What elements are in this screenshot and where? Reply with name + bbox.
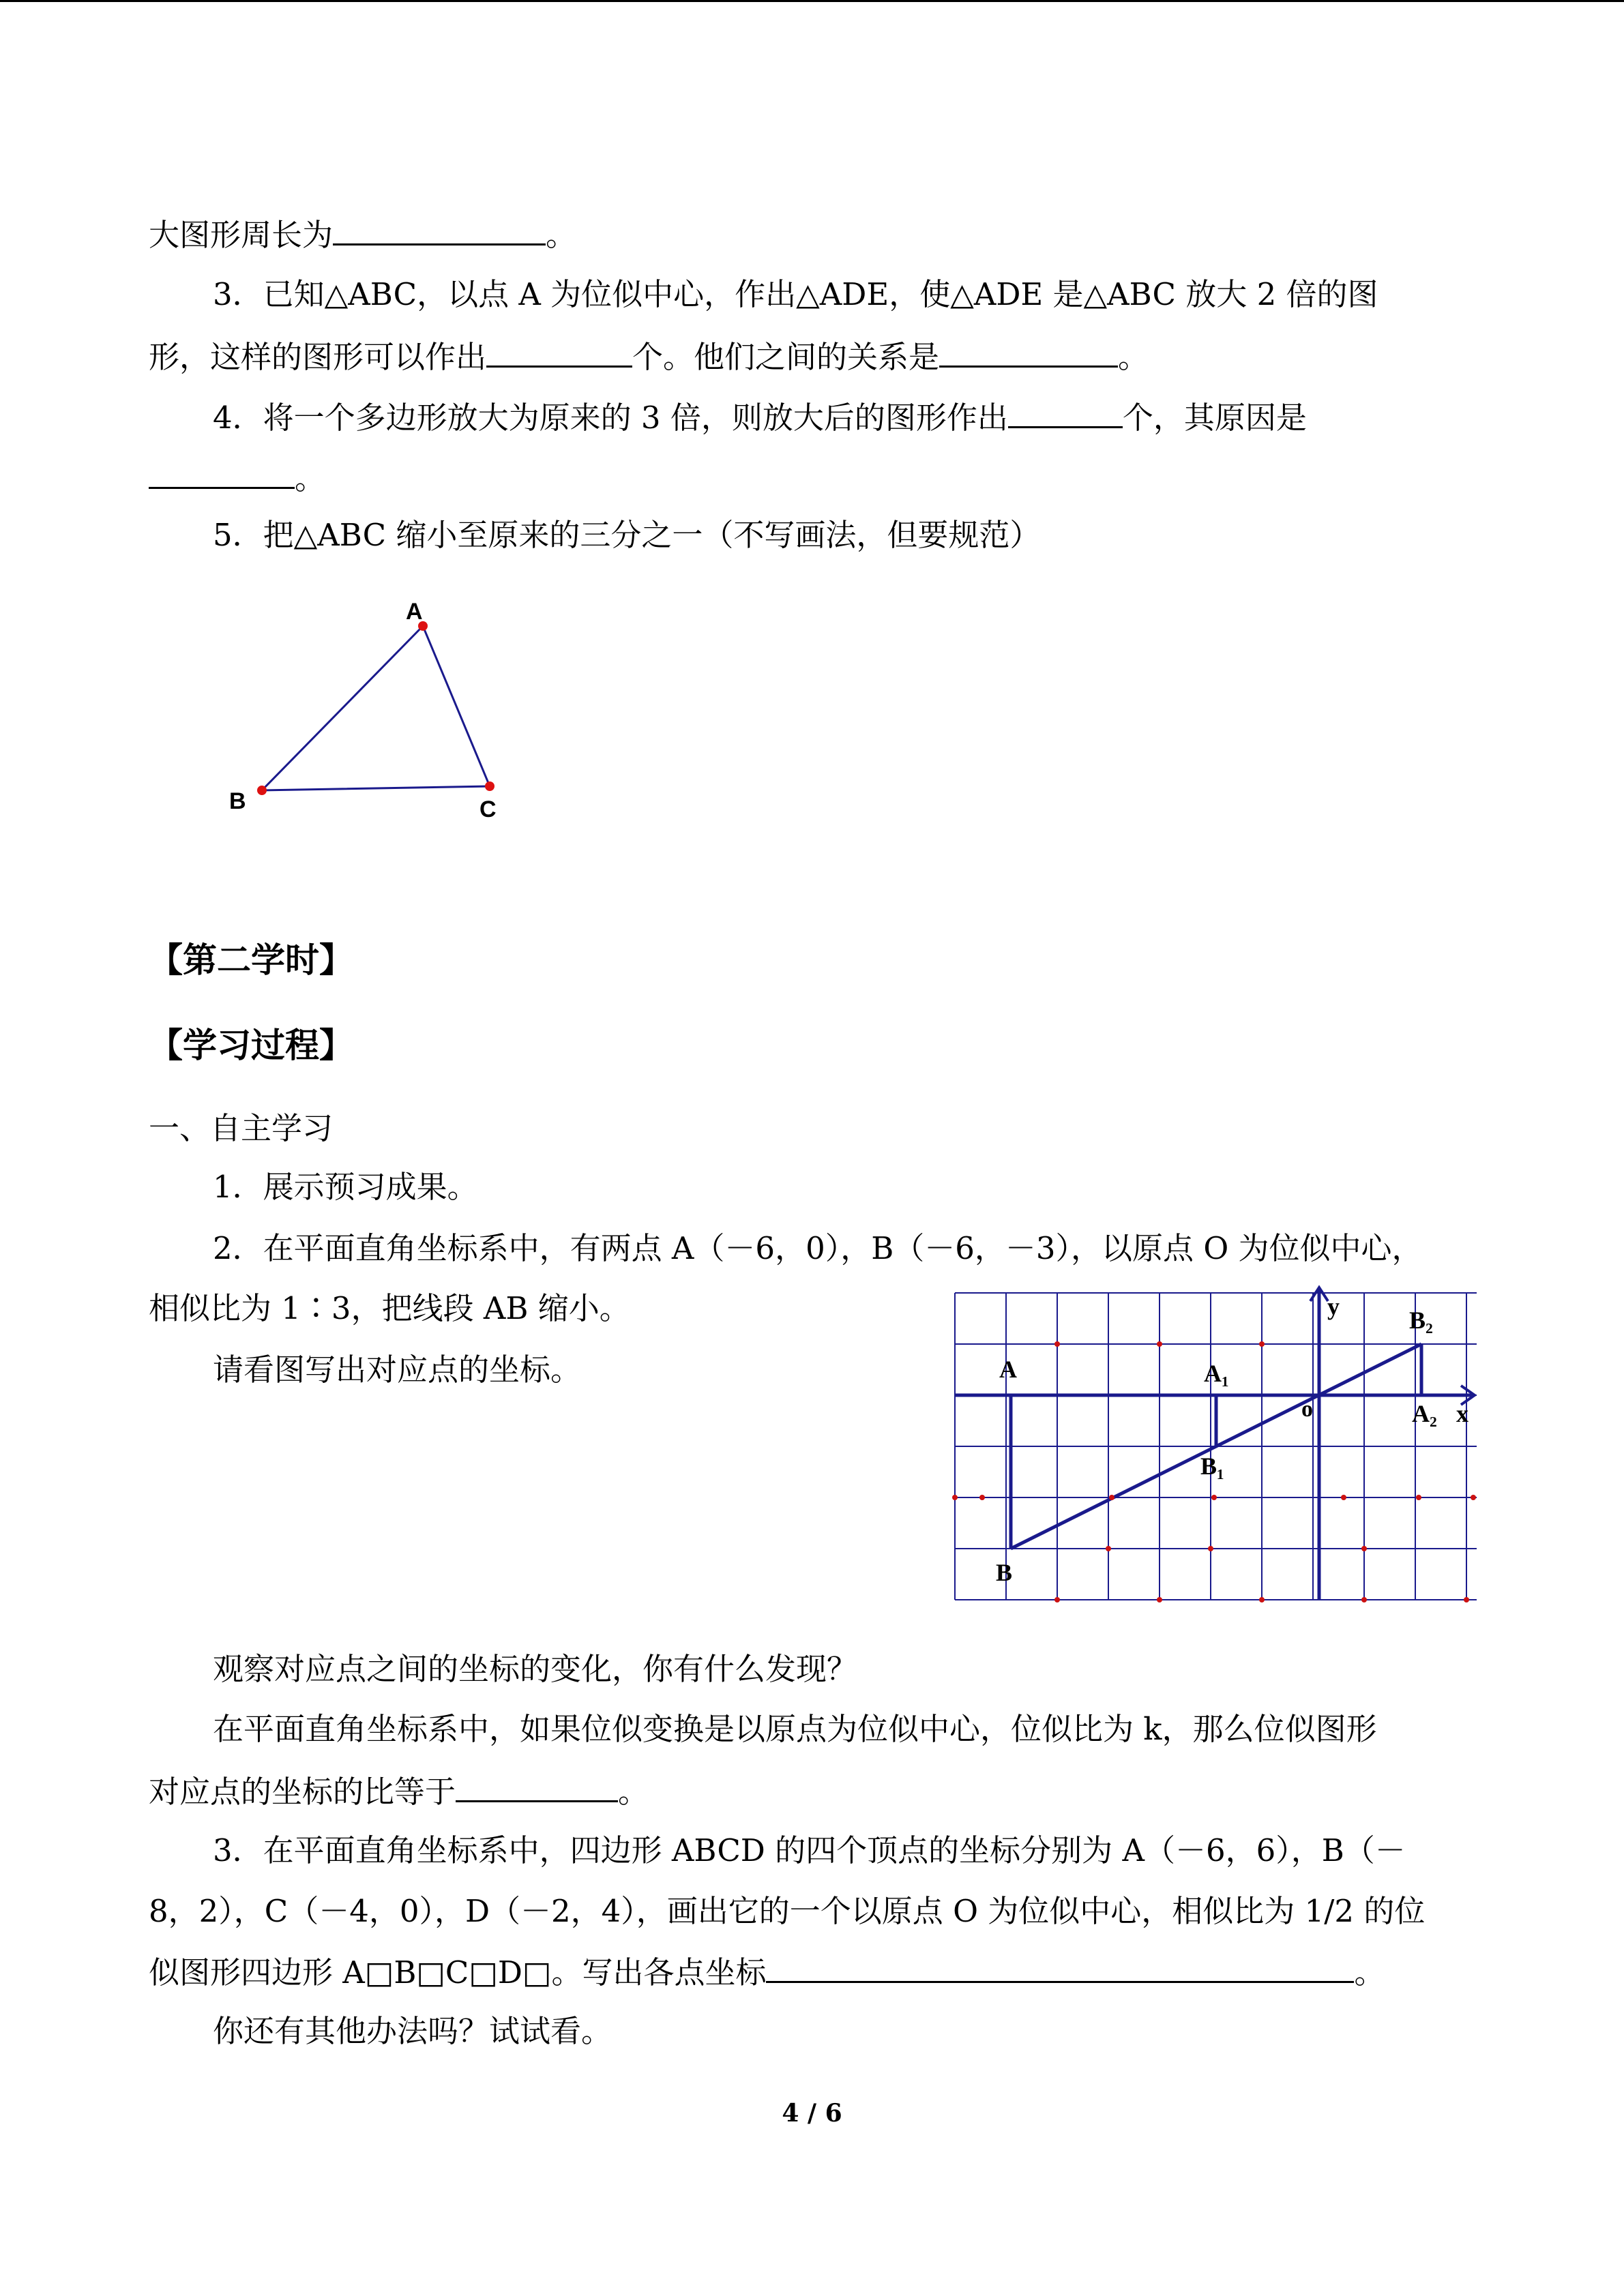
text: 大图形周长为 bbox=[149, 217, 334, 253]
conclusion-line2 bbox=[149, 1770, 649, 1813]
point-c bbox=[485, 781, 494, 791]
item3-line1: 3．在平面直角坐标系中，四边形 ABCD 的四个顶点的坐标分别为 A（－6，6），B（－ bbox=[213, 1832, 1406, 1868]
text: 。 bbox=[1354, 1954, 1385, 1991]
label-grid-b: B bbox=[996, 1559, 1013, 1586]
section-title: 一、自主学习 bbox=[149, 1110, 334, 1146]
label-a: A bbox=[406, 599, 423, 625]
label-b1: B₁ bbox=[1200, 1452, 1224, 1480]
label-x: x bbox=[1456, 1400, 1468, 1427]
label-o: o bbox=[1301, 1397, 1313, 1422]
item3-line2: 8，2），C（－4，0），D（－2，4），画出它的一个以原点 O 为位似中心，相似比为 1/2 的位 bbox=[149, 1893, 1426, 1929]
q3-line2 bbox=[149, 336, 1149, 378]
answer-blank[interactable] bbox=[486, 336, 632, 368]
text: 个。他们之间的关系是 bbox=[632, 339, 940, 375]
answer-blank[interactable] bbox=[766, 1951, 1354, 1983]
label-b2: B₂ bbox=[1409, 1307, 1433, 1334]
item3-line3 bbox=[149, 1951, 1385, 1993]
label-c: C bbox=[479, 796, 497, 822]
triangle-abc bbox=[262, 626, 490, 790]
q3-line1: 3．已知△ABC，以点 A 为位似中心，作出△ADE，使△ADE 是△ABC 放大 2 倍的图 bbox=[213, 276, 1378, 312]
heading-lesson2: 【第二学时】 bbox=[149, 940, 353, 980]
observe-question: 观察对应点之间的坐标的变化，你有什么发现？ bbox=[213, 1651, 858, 1687]
answer-blank[interactable] bbox=[456, 1770, 618, 1802]
text: 对应点的坐标的比等于 bbox=[149, 1774, 456, 1810]
answer-blank[interactable] bbox=[939, 336, 1118, 368]
text: 。 bbox=[1118, 339, 1149, 375]
item1: 1．展示预习成果。 bbox=[213, 1169, 478, 1205]
label-y: y bbox=[1327, 1293, 1340, 1320]
text: 4．将一个多边形放大为原来的 3 倍，则放大后的图形作出 bbox=[213, 400, 1008, 436]
heading-process: 【学习过程】 bbox=[149, 1025, 353, 1065]
coordinate-grid bbox=[948, 1282, 1494, 1609]
label-a2: A₂ bbox=[1412, 1400, 1437, 1427]
item2-line2: 相似比为 1∶3，把线段 AB 缩小。 bbox=[149, 1290, 630, 1326]
text: 个，其原因是 bbox=[1122, 400, 1307, 436]
item2-line3: 请看图写出对应点的坐标。 bbox=[213, 1352, 582, 1388]
conclusion-line1: 在平面直角坐标系中，如果位似变换是以原点为位似中心，位似比为 k，那么位似图形 bbox=[213, 1711, 1377, 1747]
text: 。 bbox=[618, 1774, 649, 1810]
text: 形，这样的图形可以作出 bbox=[149, 339, 487, 375]
item3-line4: 你还有其他办法吗？试试看。 bbox=[213, 2013, 612, 2049]
label-grid-a: A bbox=[999, 1356, 1017, 1383]
triangle-figure bbox=[205, 586, 532, 832]
page-number: 4 / 6 bbox=[782, 2099, 842, 2128]
line-perimeter bbox=[149, 213, 576, 256]
answer-blank[interactable] bbox=[149, 457, 295, 489]
item2-line1: 2．在平面直角坐标系中，有两点 A（－6，0），B（－6，－3），以原点 O 为位似中心， bbox=[213, 1230, 1423, 1266]
q5-line: 5．把△ABC 缩小至原来的三分之一（不写画法，但要规范） bbox=[213, 517, 1041, 553]
answer-blank[interactable] bbox=[1008, 396, 1123, 428]
label-a1: A₁ bbox=[1204, 1360, 1229, 1387]
text: 。 bbox=[546, 217, 577, 253]
top-border bbox=[0, 0, 1624, 2]
q4-line1 bbox=[213, 396, 1307, 438]
text: 似图形四边形 A□B□C□D□。写出各点坐标 bbox=[149, 1954, 767, 1991]
text: 。 bbox=[295, 460, 326, 496]
answer-blank[interactable] bbox=[333, 213, 546, 245]
q4-line2 bbox=[149, 457, 325, 499]
label-b: B bbox=[229, 788, 246, 814]
point-b bbox=[257, 786, 267, 795]
